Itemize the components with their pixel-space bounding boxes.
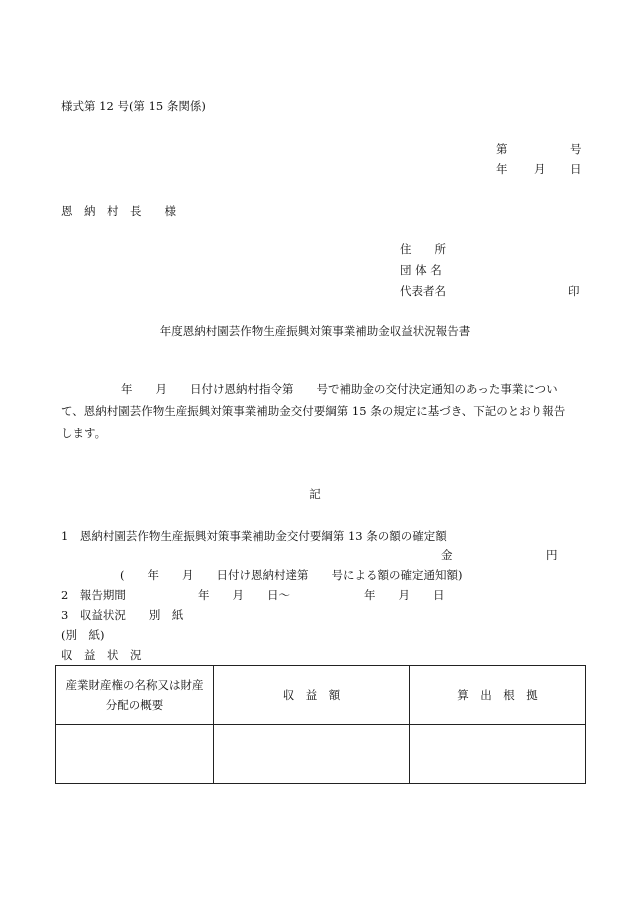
- addressee: 恩 納 村 長 様: [61, 204, 176, 218]
- reference-number-prefix: 第: [496, 142, 508, 156]
- body-line-3: します。: [61, 426, 107, 440]
- table-header-row: [56, 666, 586, 725]
- document-title: 年度恩納村園芸作物生産振興対策事業補助金収益状況報告書: [159, 324, 471, 338]
- annex-label: (別 紙): [61, 628, 105, 642]
- income-status-table: [55, 665, 586, 784]
- item-1-en: 円: [546, 548, 558, 562]
- table-title: 収 益 状 況: [61, 648, 142, 662]
- ki-heading: 記: [309, 487, 321, 501]
- item-1-note: ( 年 月 日付け恩納村達第 号による額の確定通知額): [120, 568, 463, 582]
- item-2-from: 年 月 日〜: [198, 588, 290, 602]
- item-1-kin: 金: [441, 548, 453, 562]
- item-2-label: 2 報告期間: [61, 588, 126, 602]
- date-day-label: 日: [570, 162, 582, 176]
- item-3-text: 3 収益状況 別 紙: [61, 608, 184, 622]
- item-2-to: 年 月 日: [364, 588, 445, 602]
- header-property-overview: 産業財産権の名称又は財産分配の概要: [56, 666, 214, 725]
- cell-property-overview[interactable]: [56, 725, 214, 784]
- form-number: 様式第 12 号(第 15 条関係): [61, 99, 206, 113]
- body-line-1: 年 月 日付け恩納村指令第 号で補助金の交付決定通知のあった事業につい: [121, 382, 558, 396]
- header-income-amount: 収 益 額: [214, 666, 410, 725]
- date-year-label: 年: [496, 162, 508, 176]
- table-row: [56, 725, 586, 784]
- applicant-address-label: 住 所: [400, 242, 446, 256]
- date-month-label: 月: [534, 162, 546, 176]
- item-1-text: 1 恩納村園芸作物生産振興対策事業補助金交付要綱第 13 条の額の確定額: [61, 529, 447, 543]
- seal-mark: 印: [568, 284, 580, 298]
- reference-number-suffix: 号: [570, 142, 582, 156]
- applicant-group-label: 団 体 名: [400, 263, 442, 277]
- body-line-2: て、恩納村園芸作物生産振興対策事業補助金交付要綱第 15 条の規定に基づき、下記のとおり報告: [61, 404, 566, 418]
- applicant-representative-label: 代表者名: [400, 284, 446, 298]
- header-calculation-basis: 算 出 根 拠: [410, 666, 586, 725]
- cell-income-amount[interactable]: [214, 725, 410, 784]
- cell-calculation-basis[interactable]: [410, 725, 586, 784]
